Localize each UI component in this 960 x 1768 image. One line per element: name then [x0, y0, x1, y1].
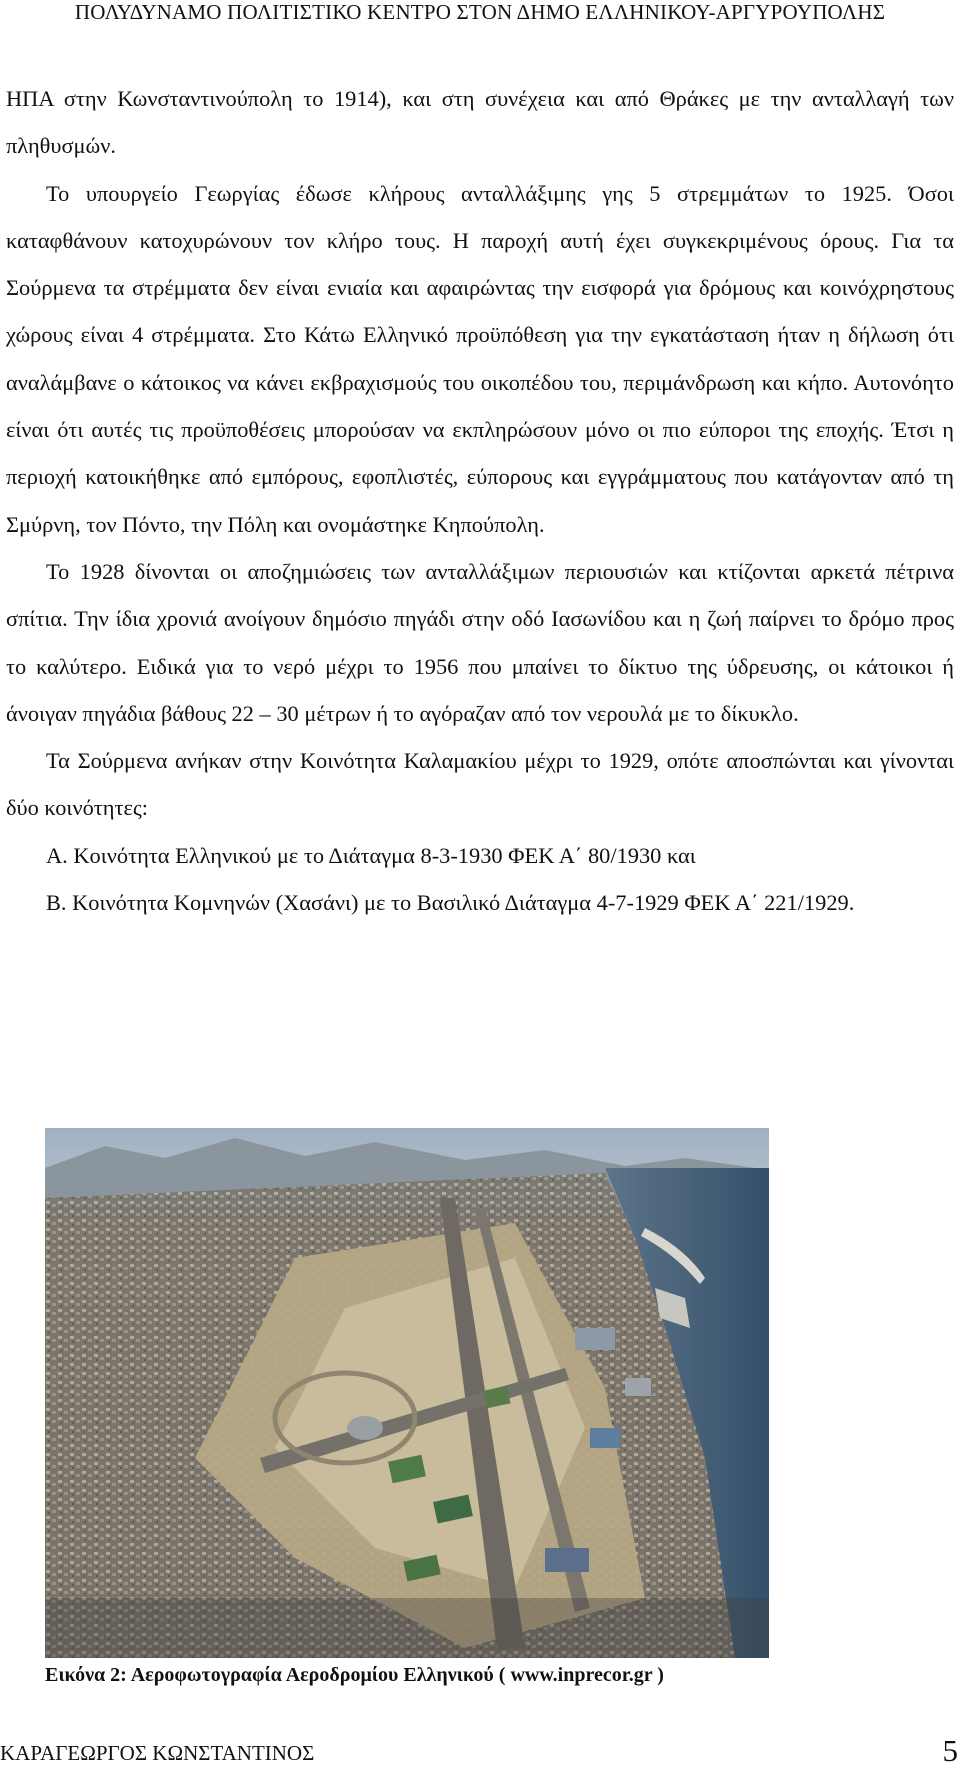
- page-number: 5: [942, 1733, 958, 1768]
- figure-caption: Εικόνα 2: Αεροφωτογραφία Αεροδρομίου Ελληνικού ( www.inprecor.gr ): [45, 1664, 664, 1686]
- paragraph-2: Το υπουργείο Γεωργίας έδωσε κλήρους ανταλλάξιμης γης 5 στρεμμάτων το 1925. Όσοι καταφθάνουν κατοχυρώνουν τον κλήρο τους. Η παροχή αυτή έχει συγκεκριμένους όρους. Για τα Σούρμενα τα στρέμματα δεν είναι ενιαία και αφαιρώντας την εισφορά για δρόμους και κοινόχρηστους χώρους είναι 4 στρέμματα. Στο Κάτω Ελληνικό προϋπόθεση για την εγκατάσταση ήταν η δήλωση ότι αναλάμβανε ο κάτοικος να κάνει εκβραχισμούς του οικοπέδου του, περιμάνδρωση και κήπο. Αυτονόητο είναι ότι αυτές τις προϋποθέσεις μπορούσαν να εκπληρώσουν μόνο οι πιο εύποροι της εποχής. Έτσι η περιοχή κατοικήθηκε από εμπόρους, εφοπλιστές, εύπορους και εγγράμματους που κατάγονταν από τη Σμύρνη, τον Πόντο, την Πόλη και ονομάστηκε Κηπούπολη.: [6, 180, 954, 537]
- running-header: ΠΟΛΥΔΥΝΑΜΟ ΠΟΛΙΤΙΣΤΙΚΟ ΚΕΝΤΡΟ ΣΤΟΝ ΔΗΜΟ ΕΛΛΗΝΙΚΟΥ-ΑΡΓΥΡΟΥΠΟΛΗΣ: [74, 0, 886, 24]
- paragraph-4: Τα Σούρμενα ανήκαν στην Κοινότητα Καλαμακίου μέχρι το 1929, οπότε αποσπώνται και γίνονται δύο κοινότητες:: [6, 748, 954, 821]
- paragraph-3: Το 1928 δίνονται οι αποζημιώσεις των ανταλλάξιμων περιουσιών και κτίζονται αρκετά πέτρινα σπίτια. Την ίδια χρονιά ανοίγουν δημόσιο πηγάδι στην οδό Ιασωνίδου και η ζωή παίρνει το δρόμο προς το καλύτερο. Ειδικά για το νερό μέχρι το 1956 που μπαίνει το δίκτυο της ύδρευσης, οι κάτοικοι ή άνοιγαν πηγάδια βάθους 22 – 30 μέτρων ή το αγόραζαν από τον νερουλά με το δίκυκλο.: [6, 558, 954, 726]
- footer-author: ΚΑΡΑΓΕΩΡΓΟΣ ΚΩΝΣΤΑΝΤΙΝΟΣ: [0, 1741, 315, 1765]
- aerial-photo-airport: [45, 1128, 769, 1658]
- body-text: [6, 75, 954, 926]
- list-item-a: Α. Κοινότητα Ελληνικού με το Διάταγμα 8-3-1930 ΦΕΚ Α΄ 80/1930 και: [46, 842, 696, 868]
- list-item-b: Β. Κοινότητα Κομνηνών (Χασάνι) με το Βασιλικό Διάταγμα 4-7-1929 ΦΕΚ Α΄ 221/1929.: [46, 890, 855, 916]
- paragraph-1: ΗΠΑ στην Κωνσταντινούπολη το 1914), και στη συνέχεια και από Θράκες με την ανταλλαγή των πληθυσμών.: [6, 86, 954, 159]
